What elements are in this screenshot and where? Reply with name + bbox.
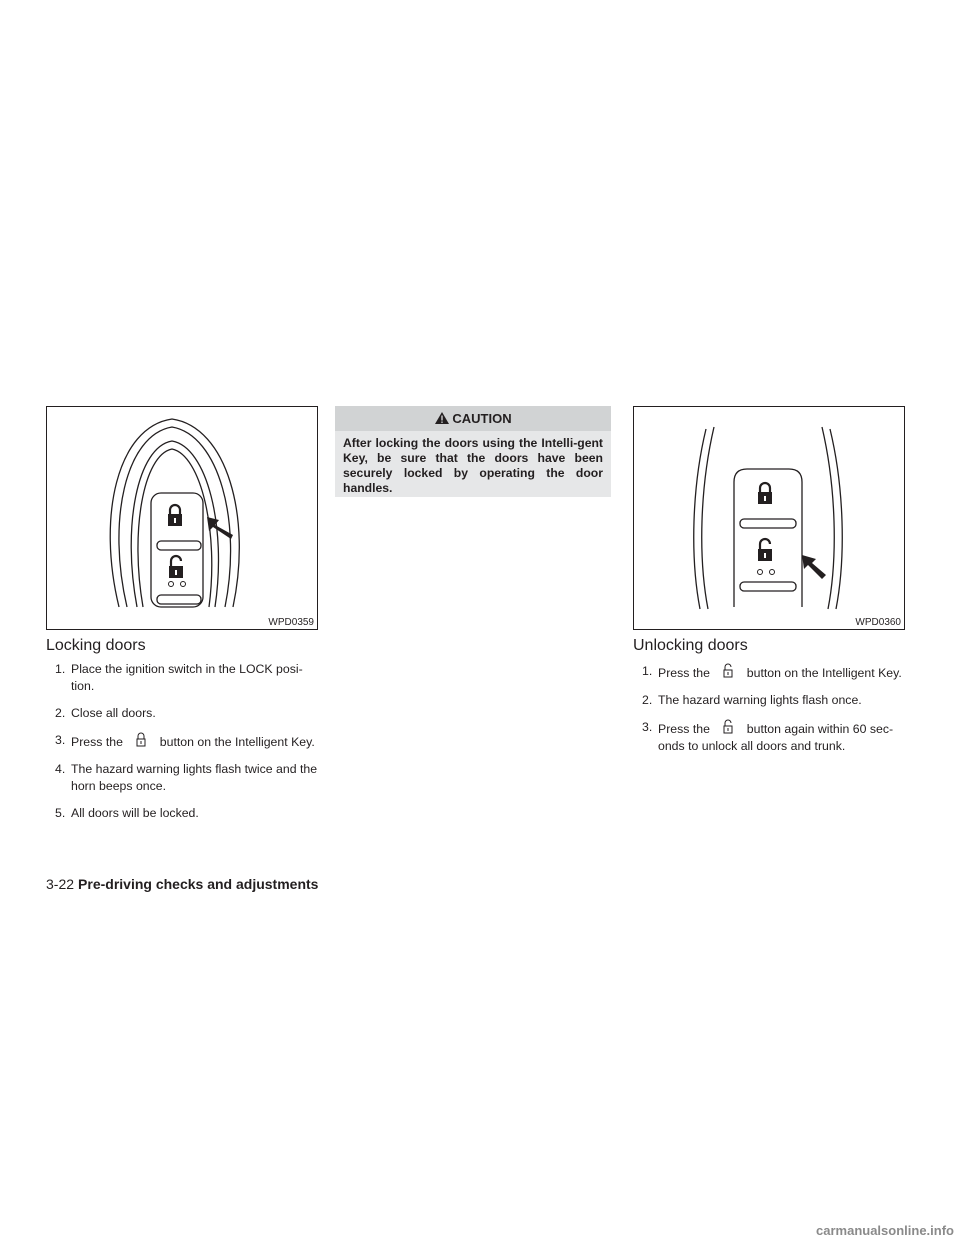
step-number: 1. [642, 664, 653, 678]
unlocking-heading: Unlocking doors [633, 637, 748, 654]
locking-steps [48, 661, 320, 832]
step-number: 2. [55, 706, 66, 720]
step-text: button on the Intelligent Key. [159, 735, 315, 749]
page-number: 3-22 [46, 876, 75, 892]
watermark[interactable]: carmanualsonline.info [816, 1223, 954, 1238]
list-item [48, 661, 320, 695]
list-item [48, 705, 320, 722]
locking-heading: Locking doors [46, 637, 146, 654]
intelligent-key-lock-illustration [47, 407, 317, 629]
step-number: 3. [642, 720, 653, 734]
caution-box [335, 406, 611, 497]
list-item [635, 663, 907, 682]
step-text: Press the [71, 735, 123, 749]
step-text: Place the ignition switch in the LOCK posi-tion. [71, 662, 303, 693]
step-text: The hazard warning lights flash once. [658, 693, 862, 707]
section-title: Pre-driving checks and adjustments [78, 876, 319, 892]
step-number: 1. [55, 662, 66, 676]
page-footer [46, 876, 318, 892]
lock-icon [126, 732, 156, 746]
step-number: 5. [55, 806, 66, 820]
list-item [635, 719, 907, 755]
caution-title: CAUTION [452, 411, 512, 426]
list-item [48, 805, 320, 822]
unlocking-steps [635, 663, 907, 765]
caution-header [335, 406, 611, 431]
figure-code: WPD0359 [268, 617, 314, 628]
step-number: 2. [642, 693, 653, 707]
figure-lock-key [46, 406, 318, 630]
step-text: All doors will be locked. [71, 806, 199, 820]
step-number: 4. [55, 762, 66, 776]
list-item [635, 692, 907, 709]
list-item [48, 732, 320, 751]
unlock-icon [713, 719, 743, 733]
step-text: button on the Intelligent Key. [746, 666, 902, 680]
step-text: The hazard warning lights flash twice and the horn beeps once. [71, 762, 318, 793]
list-item [48, 761, 320, 795]
step-text: Press the [658, 722, 710, 736]
step-text: Press the [658, 666, 710, 680]
unlock-icon [713, 663, 743, 677]
figure-unlock-key [633, 406, 905, 630]
step-text: Close all doors. [71, 706, 156, 720]
step-text: button again within 60 sec-onds to unlock all doors and trunk. [658, 722, 894, 753]
caution-text: After locking the doors using the Intelli-gent Key, be sure that the doors have been securely locked by operating the door handles. [343, 436, 603, 495]
figure-code: WPD0360 [855, 617, 901, 628]
warning-icon [434, 408, 450, 422]
intelligent-key-unlock-illustration [634, 407, 904, 629]
step-number: 3. [55, 733, 66, 747]
